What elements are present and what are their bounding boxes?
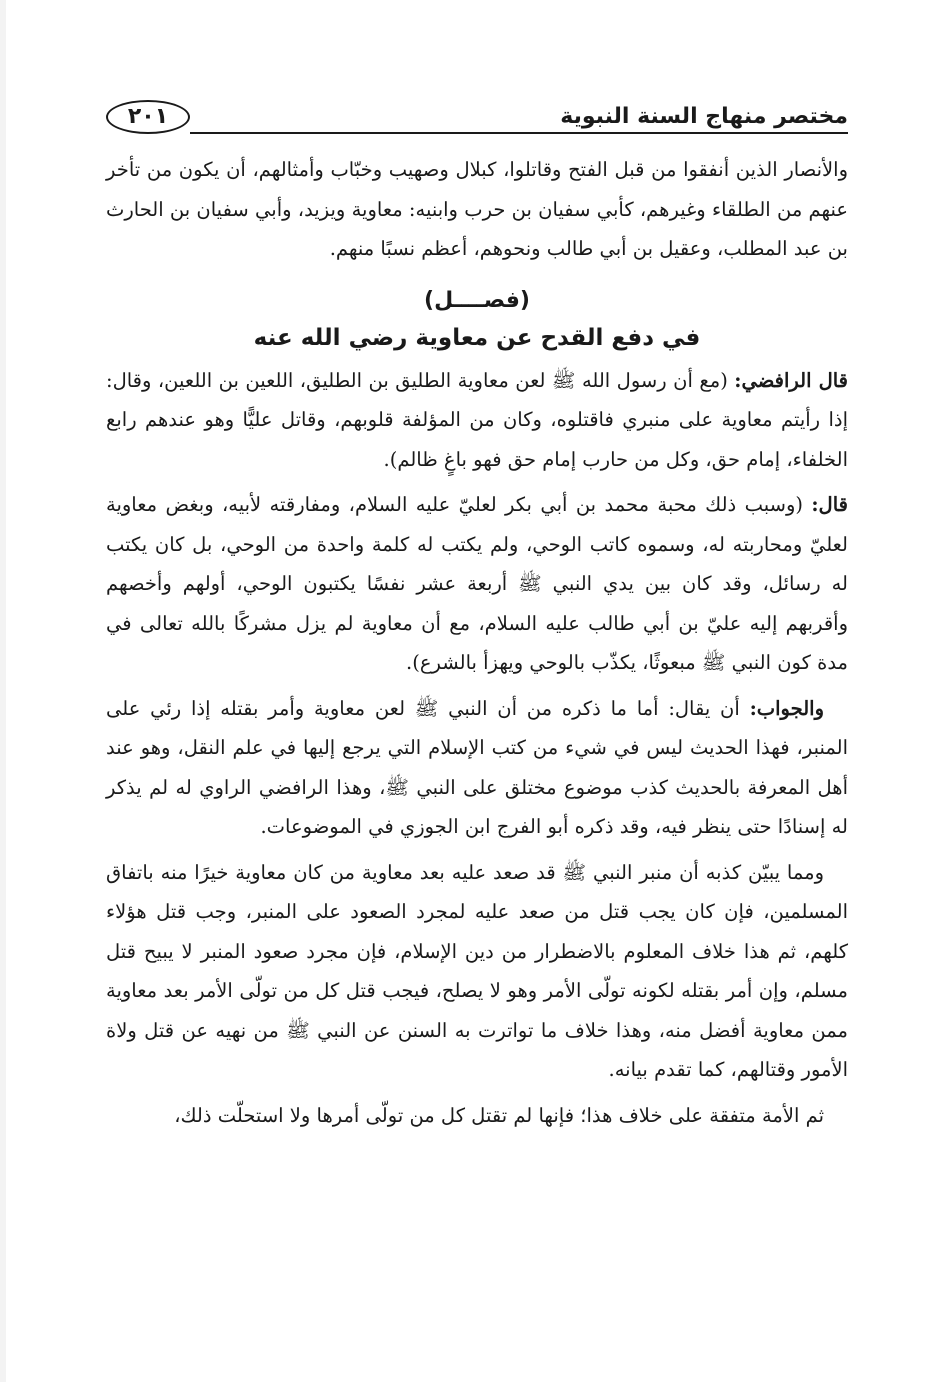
paragraph-text: أن يقال: أما ما ذكره من أن النبي ﷺ لعن معاوية وأمر بقتله إذا رئي على المنبر، فهذا الحديث ليس في شيء من كتب الإسلام التي يرجع إليها في علم النقل، وهو عند أهل المعرفة بالحديث كذب موضوع مختلق على النبي ﷺ، وهذا الرافضي الراوي له لم يذكر له إسنادًا حتى ينظر فيه، وقد ذكره أبو الفرج ابن الجوزي في الموضوعات.	[106, 696, 848, 838]
paragraph-text: (مع أن رسول الله ﷺ لعن معاوية الطليق بن الطليق، اللعين بن اللعين، وقال: إذا رأيتم معاوية على منبري فاقتلوه، وكان من المؤلفة قلوبهم، وقاتل عليًّا وهو عندهم رابع الخلفاء، إمام حق، وكل من حارب إمام حق فهو باغٍ ظالم).	[106, 368, 848, 471]
paragraph-text: (وسبب ذلك محبة محمد بن أبي بكر لعليّ عليه السلام، ومفارقته لأبيه، وبغض معاوية لعليّ ومحاربته له، وسموه كاتب الوحي، ولم يكتب له كلمة واحدة من الوحي، بل كان يكتب له رسائل، وقد كان بين يدي النبي ﷺ أربعة عشر نفسًا يكتبون الوحي، أولهم وأخصهم وأقربهم إليه عليّ بن أبي طالب عليه السلام، مع أن معاوية لم يزل مشركًا بالله تعالى في مدة كون النبي ﷺ مبعوثًا، يكذّب بالوحي ويهزأ بالشرع).	[106, 493, 848, 674]
page-number: ٢٠١	[106, 100, 190, 134]
book-title: مختصر منهاج السنة النبوية	[560, 104, 848, 129]
opening-paragraph: والأنصار الذين أنفقوا من قبل الفتح وقاتلوا، كبلال وصهيب وخبّاب وأمثالهم، أن يكون من تأخر عنهم من الطلقاء وغيرهم، كأبي سفيان بن حرب وابنيه: معاوية ويزيد، وأبي سفيان بن الحارث بن عبد المطلب، وعقيل بن أبي طالب ونحوهم، أعظم نسبًا منهم.	[106, 158, 848, 260]
section-title: في دفع القدح عن معاوية رضي الله عنه	[253, 324, 701, 351]
paragraph-speaker: والجواب:	[749, 696, 824, 720]
paragraph-rafidi-claim	[106, 361, 848, 480]
paragraph-rafidi-cause	[106, 485, 848, 683]
paragraph-speaker: قال:	[811, 493, 848, 516]
paragraph-text: ثم الأمة متفقة على خلاف هذا؛ فإنها لم تقتل كل من تولّى أمرها ولا استحلّت ذلك،	[174, 1103, 824, 1127]
paragraph-ummah-consensus	[106, 1096, 848, 1136]
paragraph-minbar-proof	[106, 853, 848, 1090]
section-label: (فصــــل)	[424, 287, 530, 313]
paragraph-text: ومما يبيّن كذبه أن منبر النبي ﷺ قد صعد عليه بعد معاوية من كان معاوية خيرًا منه باتفاق المسلمين، فإن كان يجب قتل من صعد عليه لمجرد الصعود على المنبر، وجب قتل هؤلاء كلهم، ثم هذا خلاف المعلوم بالاضطرار من دين الإسلام، فإن مجرد صعود المنبر لا يبيح قتل مسلم، وإن أمر بقتله لكونه تولّى الأمر وهو لا يصلح، فيجب قتل كل من تولّى الأمر بعد معاوية ممن معاوية أفضل منه، وهذا خلاف ما تواترت به السنن عن النبي ﷺ من نهيه عن قتل ولاة الأمور وقتالهم، كما تقدم بيانه.	[106, 860, 848, 1081]
scan-edge-shadow	[0, 0, 6, 1382]
header-rule	[190, 132, 848, 134]
paragraph-speaker: قال الرافضي:	[734, 368, 848, 392]
page-body	[106, 150, 848, 1141]
running-header	[106, 100, 848, 144]
paragraph-answer	[106, 689, 848, 847]
